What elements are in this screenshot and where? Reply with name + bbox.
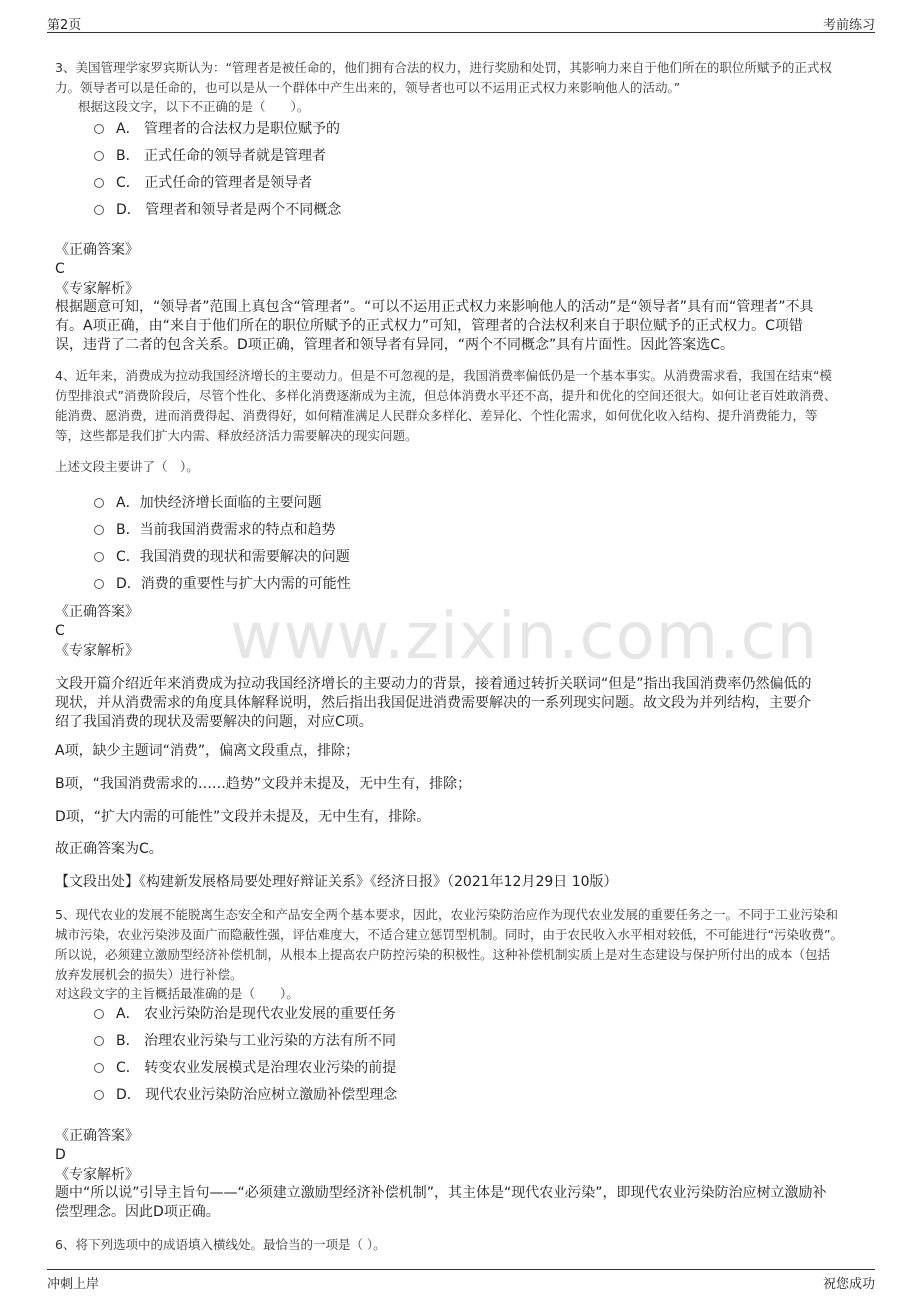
q4-analysis-line-3: 绍了我国消费的现状及需要解决的问题，对应C项。 bbox=[55, 714, 373, 730]
radio-icon[interactable] bbox=[94, 579, 104, 589]
q4-analysis-line-2: 现状，并从消费需求的角度具体解释说明，然后指出我国促进消费需要解决的一系列现实问题。故文段为并列结构，主要介 bbox=[55, 695, 811, 711]
q3-option-c[interactable]: C． 正式任命的管理者是领导者 bbox=[94, 173, 312, 193]
q4-stem-line-3: 能消费、愿消费，进而消费得起、消费得好，如何精准满足人民群众多样化、差异化、个性化需求，如何优化收入结构、提升消费能力，等 bbox=[55, 408, 818, 423]
q4-stem-line-1: 4、近年来，消费成为拉动我国经济增长的主要动力。但是不可忽视的是，我国消费率偏低仍是一个基本事实。从消费需求看，我国在结束“模 bbox=[55, 368, 832, 383]
q5-stem-line-4: 放弃发展机会的损失）进行补偿。 bbox=[55, 967, 243, 982]
q4-prompt: 上述文段主要讲了（ ）。 bbox=[55, 459, 199, 474]
q4-stem-line-2: 仿型排浪式”消费阶段后，尽管个性化、多样化消费逐渐成为主流，但总体消费水平还不高，提升和优化的空间还很大。如何让老百姓敢消费、 bbox=[55, 388, 837, 403]
q5-answer: D bbox=[55, 1147, 66, 1163]
q3-analysis-line-1: 根据题意可知，“领导者”范围上真包含“管理者”。“可以不运用正式权力来影响他人的活动”是“领导者”具有而“管理者”不具 bbox=[55, 299, 814, 315]
q5-answer-label: 《正确答案》 bbox=[55, 1128, 139, 1144]
q5-stem-line-2: 城市污染，农业污染涉及面广而隐蔽性强，评估难度大，不适合建立惩罚型机制。同时，由于农民收入水平相对较低，不可能进行“污染收费”。 bbox=[55, 927, 843, 942]
footer-right-text: 祝您成功 bbox=[822, 1277, 875, 1292]
q5-stem-line-3: 所以说，必须建立激励型经济补偿机制，从根本上提高农户防控污染的积极性。这种补偿机制实质上是对生态建设与保护所付出的成本（包括 bbox=[55, 947, 831, 962]
q3-analysis-line-2: 有。A项正确，由“来自于他们所在的职位所赋予的正式权力”可知，管理者的合法权利来自于职位赋予的正式权力。C项错 bbox=[55, 318, 803, 334]
radio-icon[interactable] bbox=[94, 1090, 104, 1100]
watermark: www.zixin.com.cn bbox=[230, 600, 819, 674]
q5-prompt: 对这段文字的主旨概括最准确的是（ ）。 bbox=[55, 986, 299, 1001]
q4-answer-label: 《正确答案》 bbox=[55, 604, 139, 620]
footer-left-text: 冲刺上岸 bbox=[47, 1277, 100, 1292]
page-header bbox=[47, 12, 875, 33]
q3-analysis-line-3: 误，违背了二者的包含关系。D项正确，管理者和领导者有异同，“两个不同概念”具有片面性。因此答案选C。 bbox=[55, 337, 735, 353]
q4-answer: C bbox=[55, 623, 65, 639]
q3-option-d[interactable]: D． 管理者和领导者是两个不同概念 bbox=[94, 200, 341, 220]
q5-analysis-line-2: 偿型理念。因此D项正确。 bbox=[55, 1204, 220, 1220]
q5-option-b[interactable]: B． 治理农业污染与工业污染的方法有所不同 bbox=[94, 1031, 396, 1051]
q4-exclusion-a: A项，缺少主题词“消费”，偏离文段重点，排除； bbox=[55, 743, 360, 759]
q3-answer-label: 《正确答案》 bbox=[55, 242, 139, 258]
q5-analysis-label: 《专家解析》 bbox=[55, 1167, 139, 1183]
radio-icon[interactable] bbox=[94, 498, 104, 508]
q4-stem-line-4: 等，这些都是我们扩大内需、释放经济活力需要解决的现实问题。 bbox=[55, 428, 418, 443]
q5-analysis-line-1: 题中“所以说”引导主旨句——“必须建立激励型经济补偿机制”，其主体是“现代农业污染”，即现代农业污染防治应树立激励补 bbox=[55, 1185, 827, 1201]
radio-icon[interactable] bbox=[94, 552, 104, 562]
radio-icon[interactable] bbox=[94, 1063, 104, 1073]
q4-analysis-line-1: 文段开篇介绍近年来消费成为拉动我国经济增长的主要动力的背景，接着通过转折关联词“但是”指出我国消费率仍然偏低的 bbox=[55, 676, 812, 692]
radio-icon[interactable] bbox=[94, 1036, 104, 1046]
radio-icon[interactable] bbox=[94, 178, 104, 188]
q3-stem-line-2: 力。领导者可以是任命的，也可以是从一个群体中产生出来的，领导者也可以不运用正式权力来影响他人的活动。” bbox=[55, 80, 681, 95]
q3-analysis-label: 《专家解析》 bbox=[55, 281, 139, 297]
q3-option-a[interactable]: A． 管理者的合法权力是职位赋予的 bbox=[94, 119, 340, 139]
q4-source: 【文段出处】《构建新发展格局要处理好辩证关系》《经济日报》（2021年12月29日 10版） bbox=[55, 874, 618, 890]
q4-option-b[interactable]: B．当前我国消费需求的特点和趋势 bbox=[94, 520, 336, 540]
q6-stem: 6、将下列选项中的成语填入横线处。最恰当的一项是（ ）。 bbox=[55, 1237, 386, 1252]
q4-option-a[interactable]: A．加快经济增长面临的主要问题 bbox=[94, 493, 322, 513]
radio-icon[interactable] bbox=[94, 151, 104, 161]
q5-stem-line-1: 5、现代农业的发展不能脱离生态安全和产品安全两个基本要求，因此，农业污染防治应作为现代农业发展的重要任务之一。不同于工业污染和 bbox=[55, 907, 838, 922]
q4-analysis-label: 《专家解析》 bbox=[55, 643, 139, 659]
q5-option-a[interactable]: A． 农业污染防治是现代农业发展的重要任务 bbox=[94, 1004, 396, 1024]
page-footer bbox=[47, 1269, 875, 1292]
q5-option-c[interactable]: C． 转变农业发展模式是治理农业污染的前提 bbox=[94, 1058, 396, 1078]
q3-stem-line-1: 3、美国管理学家罗宾斯认为：“管理者是被任命的，他们拥有合法的权力，进行奖励和处罚，其影响力来自于他们所在的职位所赋予的正式权 bbox=[55, 60, 832, 75]
radio-icon[interactable] bbox=[94, 124, 104, 134]
q3-answer: C bbox=[55, 261, 65, 277]
q3-option-b[interactable]: B． 正式任命的领导者就是管理者 bbox=[94, 146, 326, 166]
q4-option-c[interactable]: C．我国消费的现状和需要解决的问题 bbox=[94, 547, 350, 567]
q4-exclusion-d: D项，“扩大内需的可能性”文段并未提及，无中生有，排除。 bbox=[55, 809, 431, 825]
q4-exclusion-b: B项，“我国消费需求的……趋势”文段并未提及，无中生有，排除； bbox=[55, 776, 472, 792]
q5-option-d[interactable]: D． 现代农业污染防治应树立激励补偿型理念 bbox=[94, 1085, 397, 1105]
q4-option-d[interactable]: D．消费的重要性与扩大内需的可能性 bbox=[94, 574, 351, 594]
q4-conclusion: 故正确答案为C。 bbox=[55, 841, 163, 857]
page-number: 第2页 bbox=[47, 18, 82, 33]
header-title: 考前练习 bbox=[822, 18, 875, 33]
radio-icon[interactable] bbox=[94, 525, 104, 535]
radio-icon[interactable] bbox=[94, 205, 104, 215]
radio-icon[interactable] bbox=[94, 1009, 104, 1019]
q3-prompt: 根据这段文字，以下不正确的是（ ）。 bbox=[78, 99, 310, 114]
